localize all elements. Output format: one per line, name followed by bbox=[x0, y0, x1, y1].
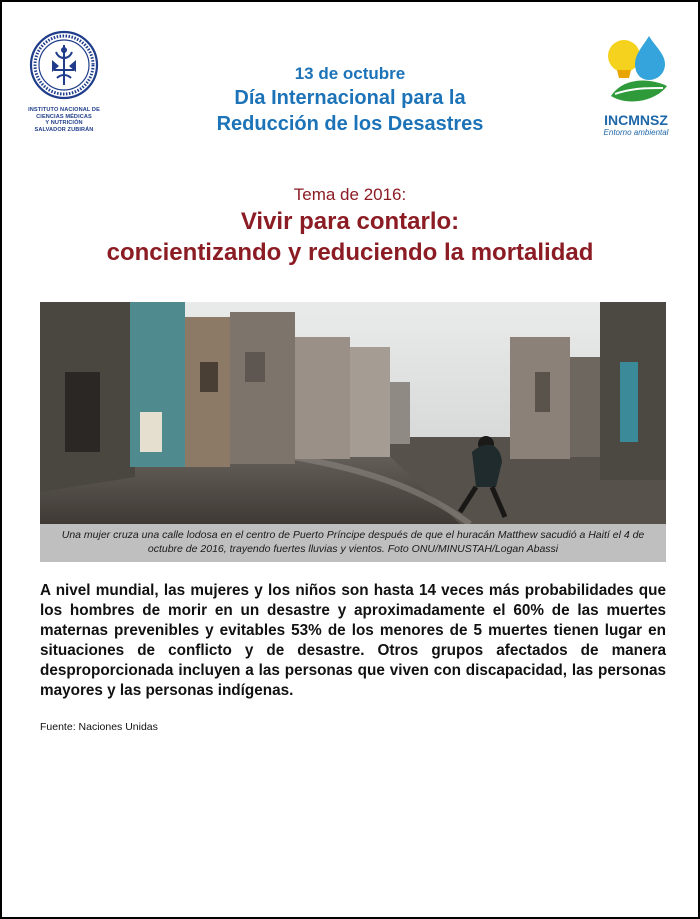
theme-title-line1: Vivir para contarlo: bbox=[240, 208, 460, 235]
photo-caption-line2: octubre de 2016, trayendo fuertes lluvias y vientos. Foto ONU/MINUSTAH/Logan Abassi bbox=[147, 542, 559, 555]
street-photo bbox=[40, 302, 666, 524]
photo-caption bbox=[40, 524, 666, 556]
photo-caption-line1: Una mujer cruza una calle lodosa en el centro de Puerto Príncipe después de que el huracán Matthew sacudió a Haití el 4 de bbox=[61, 529, 645, 541]
header bbox=[170, 63, 530, 137]
theme-title bbox=[0, 206, 700, 268]
source-note: Fuente: Naciones Unidas bbox=[40, 721, 158, 733]
body-paragraph: A nivel mundial, las mujeres y los niños son hasta 14 veces más probabilidades que los hombres de morir en un desastre y aproximadamente el 60% de las muertes maternas prevenibles y evitables 53% de los menores de 5 muertes tienen lugar en situaciones de conflicto y de desastre. Otros grupos afectados de manera desproporcionada incluyen a las personas que viven con discapacidad, las personas mayores y las personas indígenas. bbox=[40, 582, 666, 699]
bulb-leaf-drop-icon bbox=[597, 32, 673, 108]
incmnsz-subtitle: Entorno ambiental bbox=[603, 128, 669, 137]
incmnsz-name: INCMNSZ bbox=[604, 112, 668, 128]
incmnsz-logo bbox=[595, 32, 677, 137]
event-title-line2: Reducción de los Desastres bbox=[216, 113, 484, 135]
institute-logo bbox=[26, 30, 102, 133]
theme-label: Tema de 2016: bbox=[293, 185, 407, 204]
theme-title-line2: concientizando y reduciendo la mortalidad bbox=[106, 239, 594, 266]
event-date: 13 de octubre bbox=[294, 64, 406, 83]
photo-caption-bar bbox=[40, 524, 666, 562]
institute-seal-icon bbox=[29, 30, 99, 100]
event-title-line1: Día Internacional para la bbox=[234, 87, 466, 109]
institution-name: INSTITUTO NACIONAL DE CIENCIAS MÉDICAS Y NUTRICIÓN SALVADOR ZUBIRÁN bbox=[28, 107, 100, 133]
